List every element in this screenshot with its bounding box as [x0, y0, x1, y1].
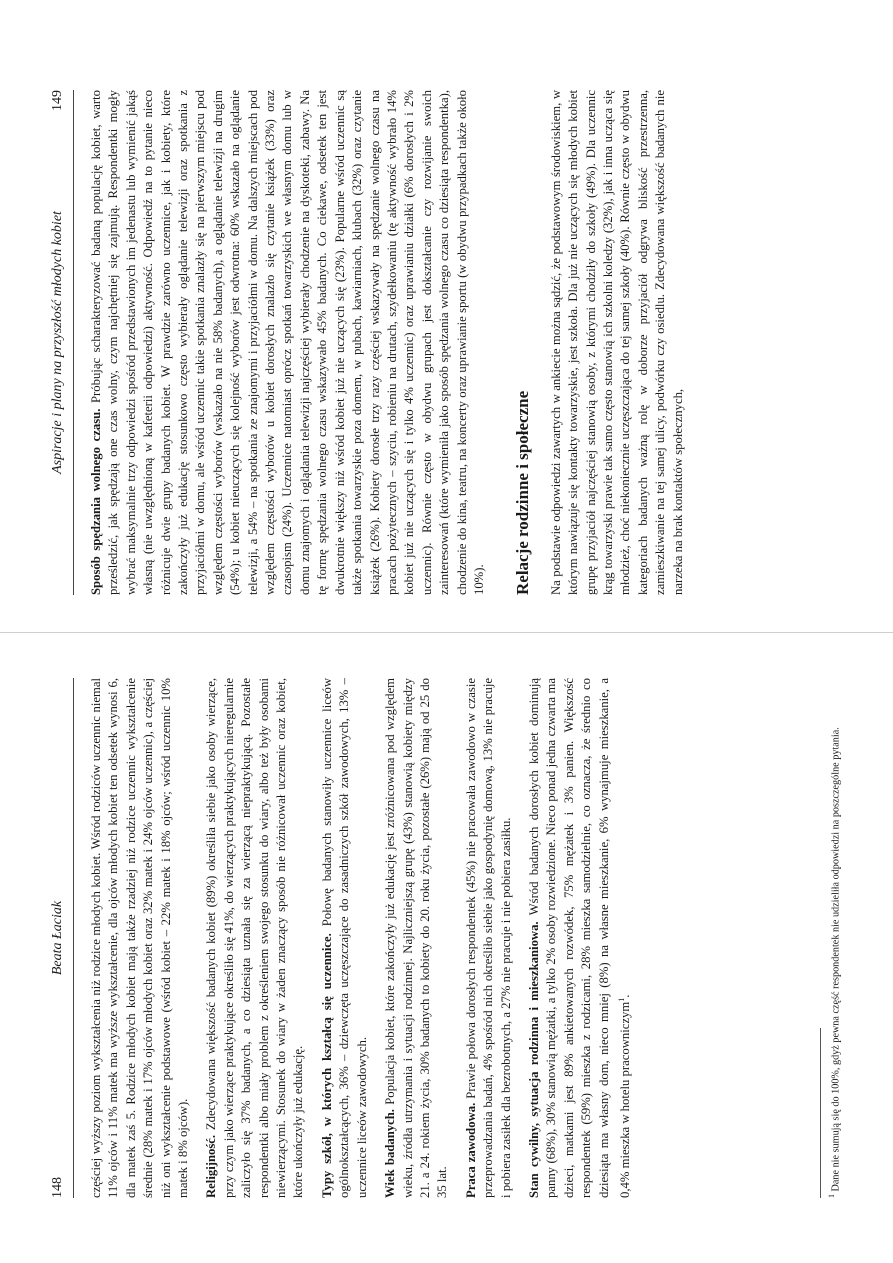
paragraph-lead: Wiek badanych. — [383, 1109, 398, 1198]
footnote-rule — [820, 1028, 821, 1198]
paragraph — [526, 678, 635, 1198]
paragraph-text: Populacja kobiet, które zakończyły już edukację jest zróżnicowana pod względem wieku, źródła utrzymania i sytuacji rodzinnej. Najliczniejszą grupę (43%) stanowią kobiety między 21. a 24. rokiem życia, 30% badanych to kobiety do 20. roku życia, pozostałe (26%) mają od 25 do 35 lat. — [383, 678, 450, 1198]
paragraph-lead: Religijność. — [204, 1134, 219, 1198]
paragraph-tail: . — [618, 994, 633, 998]
footnote-reference: 1 — [616, 997, 626, 1002]
header-rule — [73, 90, 74, 595]
paragraph-lead: Stan cywilny, sytuacja rodzinna i mieszkaniowa. — [526, 921, 541, 1198]
paragraph — [319, 678, 371, 1198]
footnote — [825, 678, 842, 1198]
paragraph — [203, 678, 307, 1198]
page-number: 148 — [50, 1177, 65, 1198]
left-page-body — [88, 678, 635, 1198]
paragraph-text: Próbując scharakteryzować badaną populację kobiet, warto prześledzić, jak spędzają one czas wolny, czym najchętniej się zajmują. Respondentki mogły wybrać maksymalnie trzy odpowiedzi spośród przedstawionych im jedenastu lub wymienić jakąś własną (nie uwzględnioną w kafeterii odpowiedzi) aktywność. Odpowiedź na to pytanie nieco różnicuje dwie grupy badanych kobiet. W prawdzie zarówno uczennice, jak i kobiety, które zakończyły już edukację stosunkowo często wybierały oglądanie telewizji oraz spotkania z przyjaciółmi w domu, ale wśród uczennic takie spotkania znalazły się na pierwszym miejscu pod względem częstości wyborów (wskazało na nie 58% badanych), a oglądanie telewizji na drugim (54%); u kobiet nieuczących się kolejność wyborów jest odwrotna: 60% wskazało na oglądanie telewizji, a 54% – na spotkania ze znajomymi i przyjaciółmi w domu. Na dalszych miejscach pod względem częstości wyborów u kobiet dorosłych znalazło się czytanie książek (33%) oraz czasopism (24%). Uczennice natomiast oprócz spotkań towarzyskich we własnym domu lub w domu znajomych i oglądania telewizji najczęściej wybierały chodzenie na dyskoteki, zabawy. Na tę formę spędzania wolnego czasu wskazywało 45% badanych. Co ciekawe, odsetek ten jest dwukrotnie większy niż wśród kobiet już nie uczących się (23%). Popularne wśród uczennic są także spotkania towarzyskie poza domem, w pubach, kawiarniach, klubach (32%) oraz czytanie książek (26%). Kobiety dorosłe trzy razy częściej wskazywały na spędzanie wolnego czasu na pracach pożytecznych – szyciu, robieniu na drutach, szydełkowaniu (tę aktywność wybrało 14% kobiet już nie uczących się i tylko 4% uczennic) oraz uprawianiu działki (6% dorosłych i 2% uczennic). Równie często w obydwu grupach jest dokształcanie czy rozwijanie swoich zainteresowań (które wymieniła jako sposób spędzania wolnego czasu co dziesiąta respondentka), chodzenie do kina, teatru, na koncerty oraz uprawianie sportu (w obydwu przypadkach także około 10%). — [89, 90, 486, 595]
paragraph-text: częściej wyższy poziom wykształcenia niż rodzice młodych kobiet. Wśród rodziców uczennic niemal 11% ojców i 11% matek ma wyższe wykształcenie, dla ojców młodych kobiet ten odsetek wynosi 6, dla matek zaś 5. Rodzice młodych kobiet mają także rzadziej niż rodzice uczennic wykształcenie średnie (28% matek i 17% ojców młodych kobiet oraz 32% matek i 24% ojców uczennic), a częściej niż oni wykształcenie podstawowe (wśród kobiet – 22% matek i 18% ojców; wśród uczennic 10% matek i 8% ojców). — [89, 678, 191, 1198]
paragraph-lead: Typy szkół, w których kształcą się uczennice. — [319, 933, 334, 1198]
page-fold — [0, 632, 893, 633]
section-heading: Relacje rodzinne i społeczne — [513, 390, 533, 595]
left-page — [0, 643, 893, 1263]
left-page-header — [50, 678, 72, 1198]
paragraph-lead: Sposób spędzania wolnego czasu. — [89, 408, 103, 595]
running-head: Beata Łaciak — [50, 900, 65, 976]
paragraph-text: Prawie połowa dorosłych respondentek (45%) nie pracowała zawodowo w czasie przeprowadzania badań, 4% spośród nich określiło siebie jako gospodynię domową, 13% nie pracuje i pobiera zasiłek dla bezrobotnych, a 27% nie pracuje i nie pobiera zasiłku. — [463, 678, 513, 1198]
header-rule — [73, 678, 74, 1198]
paragraph-text: Połowę badanych stanowiły uczennice liceów ogólnokształcących, 36% – dziewczęta uczęszczające do zasadniczych szkół zawodowych, 13% – uczennice liceów zawodowych. — [319, 678, 369, 1198]
page-number: 149 — [50, 90, 65, 111]
footnote-text: Dane nie sumują się do 100%, gdyż pewna część respondentek nie udzieliła odpowiedzi na poszczególne pytania. — [830, 727, 842, 1192]
paragraph-lead: Praca zawodowa. — [463, 1102, 478, 1198]
paragraph: Na podstawie odpowiedzi zawartych w ankiecie można sądzić, że podstawowym środowiskiem, w którym nawiązuje się kontakty towarzyskie, jest szkoła. Dla już nie uczących się młodych kobiet grupę przyjaciół najczęściej stanowią osoby, z którymi chodziły do szkoły (49%). Dla uczennic krąg towarzyski prawie tak samo często stanowią ich szkolni koledzy (32%), jak i inna ucząca się młodzież, choć niekoniecznie uczęszczająca do tej samej szkoły (40%). Równie często w obydwu kategoriach badanych ważną rolę w doborze przyjaciół odgrywa bliskość przestrzenna, zamieszkiwanie na tej samej ulicy, podwórku czy osiedlu. Zdecydowana większość badanych nie narzeka na brak kontaktów społecznych, — [548, 90, 685, 595]
paragraph-text: Zdecydowana większość badanych kobiet (89%) określiła siebie jako osoby wierzące, przy czym jako wierzące praktykujące określiło się 41%, do wierzących praktykujących nieregularnie zaliczyło się 37% badanych, a co dziesiąta uznała się za wierzącą niepraktykującą. Pozostałe respondentki albo miały problem z określeniem swojego stosunku do wiary, albo też były osobami niewierzącymi. Stosunek do wiary w żaden znaczący sposób nie różnicował uczennic oraz kobiet, które ukończyły już edukację. — [204, 678, 306, 1198]
footnote-mark: 1 — [827, 1194, 836, 1198]
paragraph — [463, 678, 515, 1198]
paragraph-text: Wśród badanych dorosłych kobiet dominują panny (68%), 30% stanowią mężatki, a tylko 2% osoby rozwiedzione. Nieco ponad jedna czwarta ma dzieci, matkami jest 89% ankietowanych rozwódek, 75% mężatek i 3% panien. Większość respondentek (59%) mieszka z rodzicami, 28% mieszka samodzielnie, co oznacza, że średnio co dziesiąta ma własny dom, nieco mniej (8%) na własne mieszkanie, 6% wynajmuje mieszkanie, a 0,4% mieszka w hotelu pracowniczym — [526, 678, 633, 1198]
paragraph — [88, 678, 192, 1198]
right-page — [0, 0, 893, 620]
paragraph — [88, 90, 488, 595]
paragraph — [382, 678, 452, 1198]
right-page-header — [50, 90, 72, 595]
running-head: Aspiracje i plany na przyszłość młodych kobiet — [50, 211, 65, 474]
right-page-body — [88, 90, 687, 595]
